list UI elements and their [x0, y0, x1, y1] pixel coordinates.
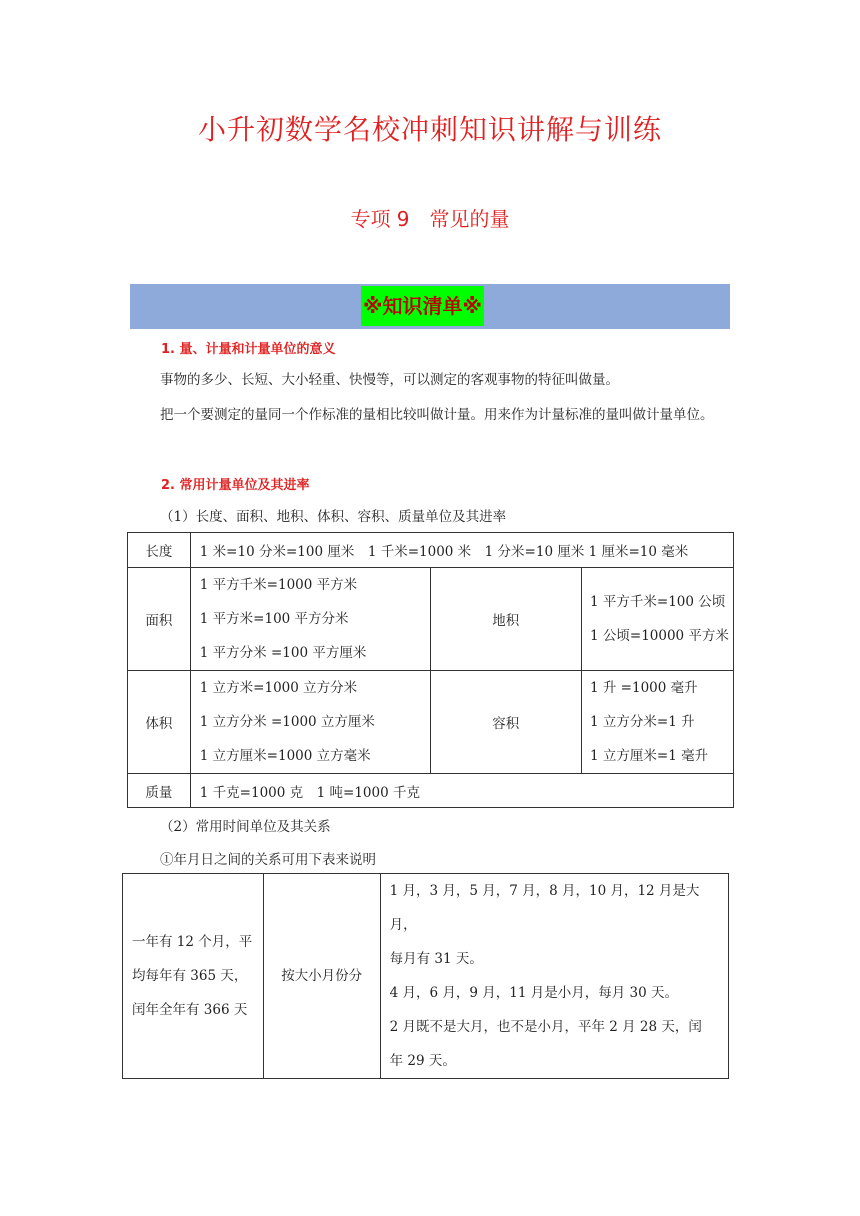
length-conversions: 1 米=10 分米=100 厘米 1 千米=1000 米 1 分米=10 厘米 1 厘米=10 毫米 — [190, 533, 733, 568]
knowledge-banner-label: ※知识清单※ — [361, 286, 484, 326]
table-row-length — [128, 533, 734, 568]
month-classification-label: 按大小月份分 — [263, 874, 380, 1079]
subheading-calendar: ①年月日之间的关系可用下表来说明 — [160, 852, 376, 868]
table-row-volume — [128, 671, 734, 774]
subheading-time: （2）常用时间单位及其关系 — [160, 819, 331, 835]
volume-line: 1 立方分米 =1000 立方厘米 — [199, 714, 375, 730]
document-subtitle: 专项 9 常见的量 — [350, 207, 510, 231]
paragraph-quantity: 事物的多少、长短、大小轻重、快慢等，可以测定的客观事物的特征叫做量。 — [160, 372, 619, 388]
month-line: 年 29 天。 — [389, 1053, 456, 1069]
volume-line: 1 立方米=1000 立方分米 — [199, 680, 358, 696]
paragraph-measurement: 把一个要测定的量同一个作标准的量相比较叫做计量。用来作为计量标准的量叫做计量单位。 — [160, 407, 714, 423]
mass-conversions: 1 千克=1000 克 1 吨=1000 千克 — [190, 774, 733, 808]
land-area-label: 地积 — [430, 568, 581, 671]
year-line: 闰年全年有 366 天 — [132, 1002, 248, 1018]
capacity-line: 1 立方分米=1 升 — [590, 714, 695, 730]
month-line: 2 月既不是大月，也不是小月，平年 2 月 28 天，闰 — [389, 1019, 702, 1035]
document-title: 小升初数学名校冲刺知识讲解与训练 — [197, 113, 662, 146]
land-area-conversions — [582, 568, 734, 671]
volume-conversions — [190, 671, 430, 774]
year-line: 一年有 12 个月，平 — [132, 934, 253, 950]
month-line: 每月有 31 天。 — [389, 951, 483, 967]
year-summary — [123, 874, 264, 1079]
calendar-table — [122, 873, 729, 1079]
area-line: 1 平方米=100 平方分米 — [199, 611, 349, 627]
land-line: 1 平方千米=100 公顷 — [590, 594, 726, 610]
section-heading-2: 2. 常用计量单位及其进率 — [161, 478, 310, 493]
month-details — [380, 874, 728, 1079]
capacity-line: 1 立方厘米=1 毫升 — [590, 748, 709, 764]
month-line: 4 月，6 月，9 月，11 月是小月，每月 30 天。 — [389, 985, 678, 1001]
table-row-months — [123, 874, 729, 1079]
capacity-conversions — [582, 671, 734, 774]
capacity-line: 1 升 =1000 毫升 — [590, 680, 698, 696]
area-conversions — [190, 568, 430, 671]
volume-line: 1 立方厘米=1000 立方毫米 — [199, 748, 371, 764]
area-line: 1 平方千米=1000 平方米 — [199, 577, 358, 593]
area-label: 面积 — [128, 568, 191, 671]
table-row-mass — [128, 774, 734, 808]
month-line: 1 月，3 月，5 月，7 月，8 月，10 月，12 月是大月， — [389, 883, 700, 933]
area-line: 1 平方分米 =100 平方厘米 — [199, 645, 367, 661]
units-table — [127, 532, 734, 808]
land-line: 1 公顷=10000 平方米 — [590, 628, 729, 644]
table-row-area — [128, 568, 734, 671]
mass-label: 质量 — [128, 774, 191, 808]
section-heading-1: 1. 量、计量和计量单位的意义 — [161, 342, 336, 357]
volume-label: 体积 — [128, 671, 191, 774]
length-label: 长度 — [128, 533, 191, 568]
subheading-units: （1）长度、面积、地积、体积、容积、质量单位及其进率 — [160, 509, 507, 525]
capacity-label: 容积 — [430, 671, 581, 774]
year-line: 均每年有 365 天， — [132, 968, 248, 984]
